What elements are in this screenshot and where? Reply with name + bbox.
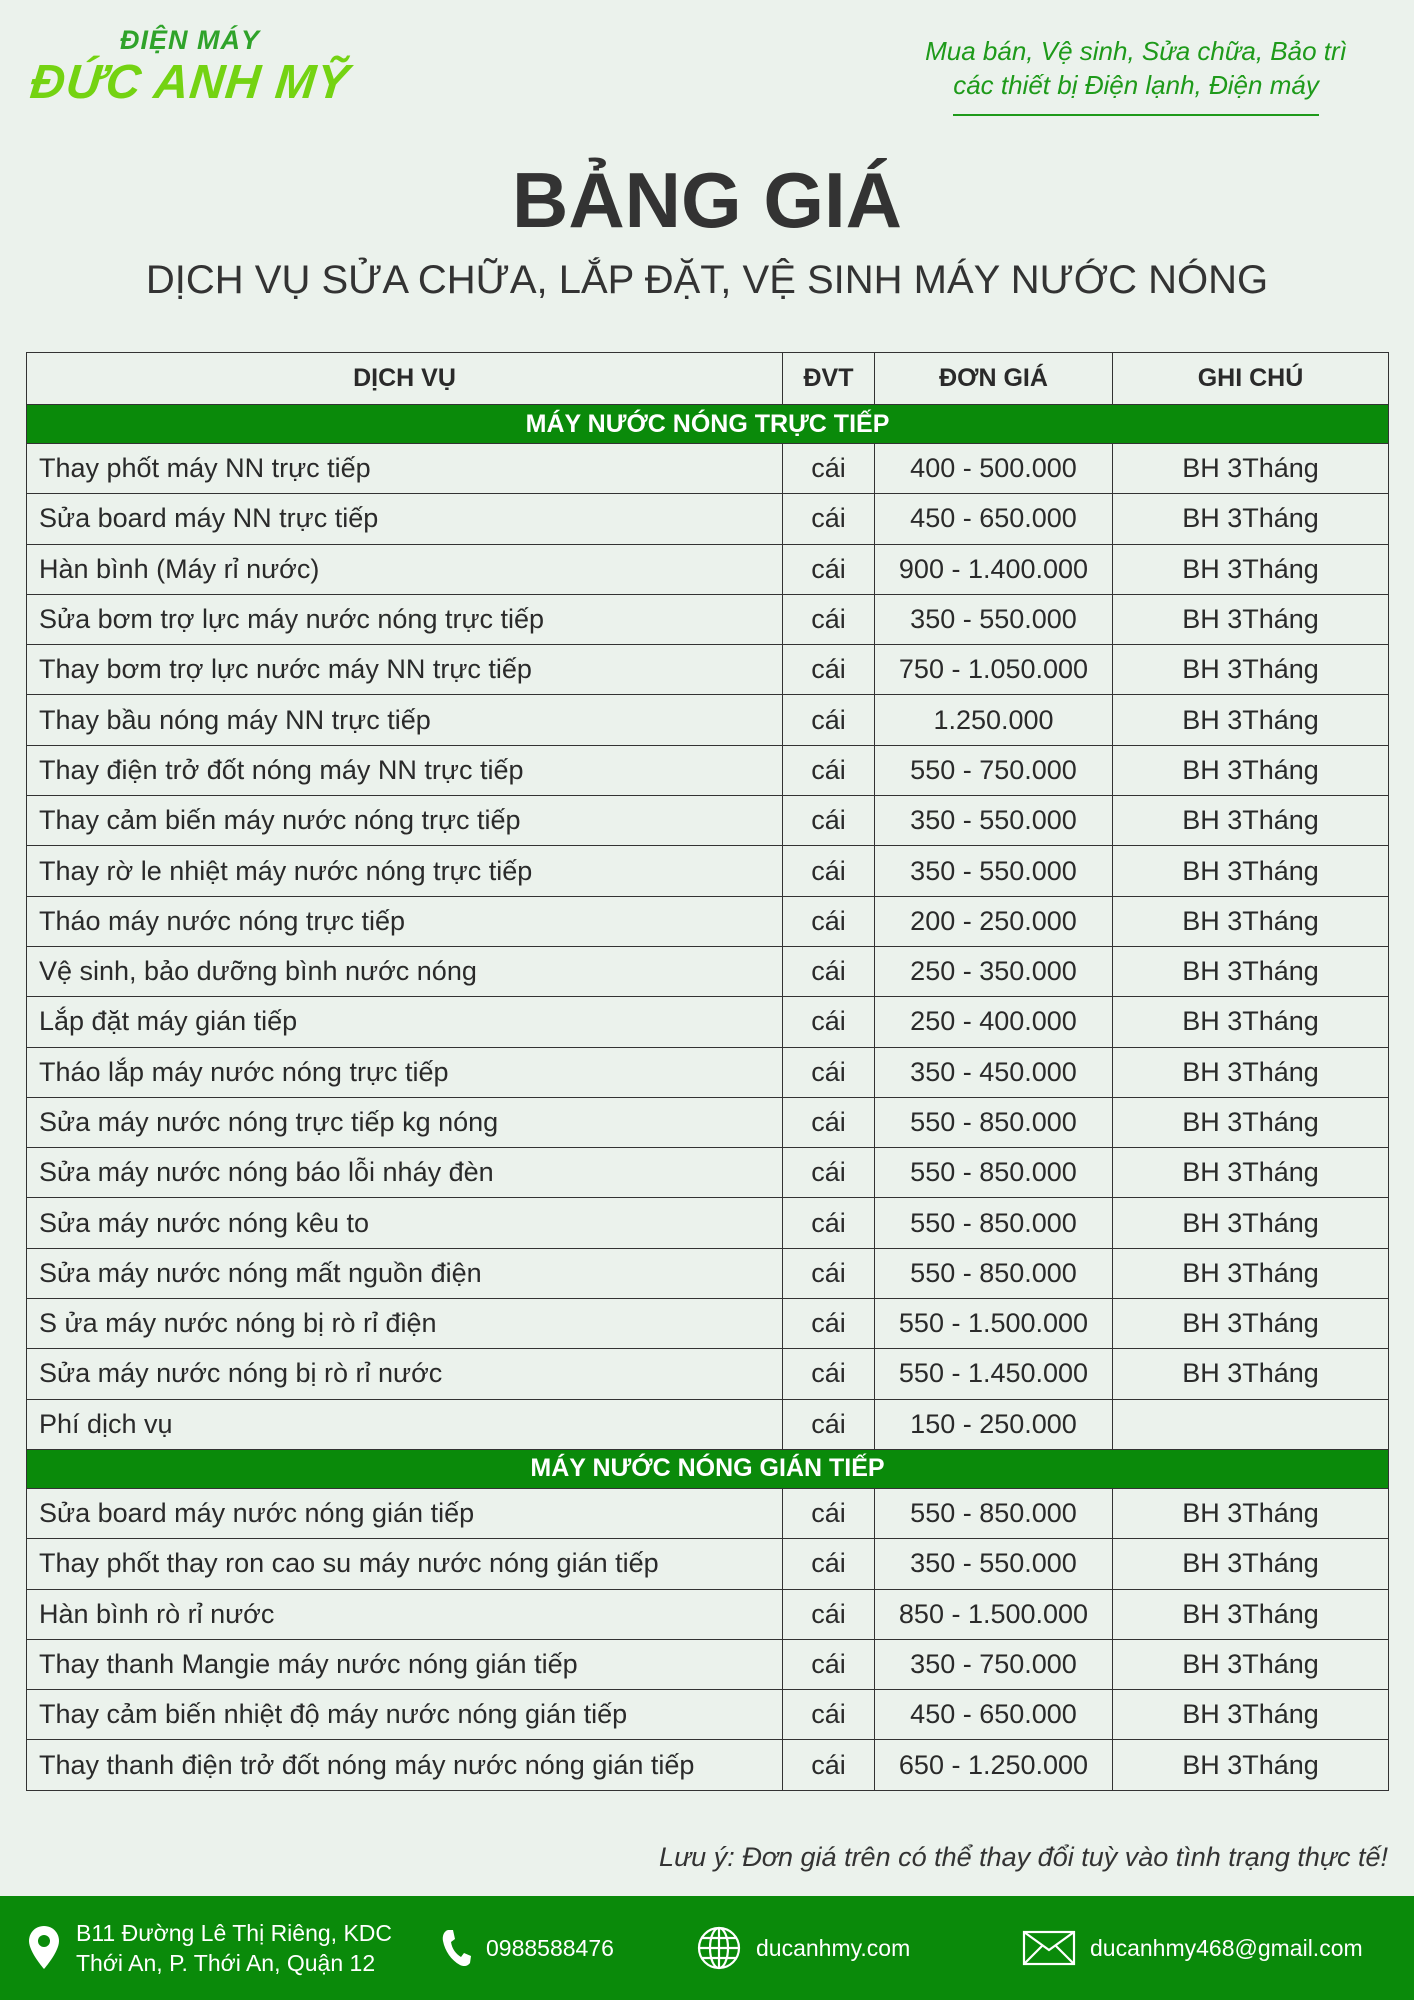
cell-note: BH 3Tháng [1113,846,1389,896]
cell-unit: cái [783,1299,875,1349]
cell-note: BH 3Tháng [1113,645,1389,695]
cell-note: BH 3Tháng [1113,1148,1389,1198]
website-url: ducanhmy.com [756,1934,911,1961]
cell-service: Thay cảm biến máy nước nóng trực tiếp [27,796,783,846]
section-title: MÁY NƯỚC NÓNG GIÁN TIẾP [27,1449,1389,1488]
cell-note: BH 3Tháng [1113,997,1389,1047]
header-service: DỊCH VỤ [27,353,783,405]
cell-note: BH 3Tháng [1113,946,1389,996]
cell-price: 350 - 750.000 [875,1639,1113,1689]
table-row [27,1299,1389,1349]
cell-service: Sửa bơm trợ lực máy nước nóng trực tiếp [27,594,783,644]
cell-unit: cái [783,645,875,695]
table-row [27,494,1389,544]
table-row [27,946,1389,996]
table-row [27,796,1389,846]
table-row [27,594,1389,644]
table-row [27,1349,1389,1399]
section-title: MÁY NƯỚC NÓNG TRỰC TIẾP [27,405,1389,444]
table-row [27,695,1389,745]
cell-service: Tháo lắp máy nước nóng trực tiếp [27,1047,783,1097]
cell-service: Hàn bình (Máy rỉ nước) [27,544,783,594]
header-note: GHI CHÚ [1113,353,1389,405]
cell-service: Sửa máy nước nóng kêu to [27,1198,783,1248]
tagline-underline [953,114,1319,116]
cell-price: 250 - 350.000 [875,946,1113,996]
cell-price: 550 - 750.000 [875,745,1113,795]
cell-service: Thay bầu nóng máy NN trực tiếp [27,695,783,745]
table-row [27,645,1389,695]
cell-service: Sửa máy nước nóng bị rò rỉ nước [27,1349,783,1399]
cell-unit: cái [783,1639,875,1689]
cell-unit: cái [783,1148,875,1198]
cell-price: 750 - 1.050.000 [875,645,1113,695]
table-row [27,544,1389,594]
cell-service: Sửa board máy NN trực tiếp [27,494,783,544]
table-header-row [27,353,1389,405]
cell-note: BH 3Tháng [1113,1488,1389,1538]
cell-service: Thay điện trở đốt nóng máy NN trực tiếp [27,745,783,795]
cell-unit: cái [783,1488,875,1538]
cell-note: BH 3Tháng [1113,444,1389,494]
cell-note: BH 3Tháng [1113,745,1389,795]
cell-note: BH 3Tháng [1113,1690,1389,1740]
cell-unit: cái [783,494,875,544]
cell-service: S ửa máy nước nóng bị rò rỉ điện [27,1299,783,1349]
cell-unit: cái [783,594,875,644]
tagline-line-1: Mua bán, Vệ sinh, Sửa chữa, Bảo trì [925,36,1347,66]
cell-unit: cái [783,1690,875,1740]
table-row [27,1097,1389,1147]
location-pin-icon [26,1924,62,1972]
cell-service: Thay bơm trợ lực nước máy NN trực tiếp [27,645,783,695]
table-row [27,1248,1389,1298]
cell-unit: cái [783,1349,875,1399]
tagline-line-2: các thiết bị Điện lạnh, Điện máy [953,70,1319,100]
footer-website[interactable] [696,1896,910,2000]
cell-note: BH 3Tháng [1113,1248,1389,1298]
cell-price: 550 - 850.000 [875,1097,1113,1147]
table-row [27,846,1389,896]
phone-icon [440,1928,472,1968]
logo-brand-name: ĐỨC ANH MỸ [27,56,353,109]
cell-price: 550 - 850.000 [875,1488,1113,1538]
cell-note: BH 3Tháng [1113,544,1389,594]
cell-service: Sửa máy nước nóng trực tiếp kg nóng [27,1097,783,1147]
cell-price: 550 - 850.000 [875,1148,1113,1198]
cell-price: 450 - 650.000 [875,494,1113,544]
cell-unit: cái [783,1248,875,1298]
cell-service: Sửa máy nước nóng báo lỗi nháy đèn [27,1148,783,1198]
cell-unit: cái [783,1399,875,1449]
cell-unit: cái [783,1539,875,1589]
tagline [876,34,1396,116]
cell-price: 200 - 250.000 [875,896,1113,946]
cell-note [1113,1399,1389,1449]
cell-note: BH 3Tháng [1113,1097,1389,1147]
cell-price: 250 - 400.000 [875,997,1113,1047]
table-row [27,1639,1389,1689]
table-row [27,997,1389,1047]
cell-price: 400 - 500.000 [875,444,1113,494]
cell-unit: cái [783,1740,875,1790]
cell-price: 350 - 550.000 [875,796,1113,846]
phone-number: 0988588476 [486,1934,614,1961]
table-row [27,1399,1389,1449]
cell-price: 350 - 550.000 [875,594,1113,644]
cell-service: Thay cảm biến nhiệt độ máy nước nóng gián tiếp [27,1690,783,1740]
cell-price: 350 - 550.000 [875,1539,1113,1589]
page-subtitle: DỊCH VỤ SỬA CHỮA, LẮP ĐẶT, VỆ SINH MÁY NƯỚC NÓNG [145,258,1269,302]
table-row [27,745,1389,795]
table-row [27,1047,1389,1097]
cell-service: Thay phốt máy NN trực tiếp [27,444,783,494]
price-table [26,352,1389,1791]
table-row [27,896,1389,946]
cell-service: Lắp đặt máy gián tiếp [27,997,783,1047]
cell-service: Sửa máy nước nóng mất nguồn điện [27,1248,783,1298]
cell-service: Thay thanh Mangie máy nước nóng gián tiếp [27,1639,783,1689]
cell-price: 900 - 1.400.000 [875,544,1113,594]
cell-note: BH 3Tháng [1113,494,1389,544]
cell-unit: cái [783,1198,875,1248]
cell-note: BH 3Tháng [1113,1539,1389,1589]
cell-note: BH 3Tháng [1113,1299,1389,1349]
cell-service: Thay phốt thay ron cao su máy nước nóng gián tiếp [27,1539,783,1589]
cell-price: 650 - 1.250.000 [875,1740,1113,1790]
cell-service: Vệ sinh, bảo dưỡng bình nước nóng [27,946,783,996]
price-note: Lưu ý: Đơn giá trên có thể thay đổi tuỳ vào tình trạng thực tế! [659,1842,1388,1872]
cell-price: 350 - 550.000 [875,846,1113,896]
cell-price: 1.250.000 [875,695,1113,745]
section-header-row [27,1449,1389,1488]
cell-unit: cái [783,846,875,896]
cell-unit: cái [783,997,875,1047]
cell-note: BH 3Tháng [1113,1349,1389,1399]
table-row [27,1690,1389,1740]
cell-price: 450 - 650.000 [875,1690,1113,1740]
cell-note: BH 3Tháng [1113,1589,1389,1639]
header-unit: ĐVT [783,353,875,405]
cell-price: 550 - 850.000 [875,1198,1113,1248]
cell-price: 350 - 450.000 [875,1047,1113,1097]
cell-note: BH 3Tháng [1113,1740,1389,1790]
address-line-2: Thới An, P. Thới An, Quận 12 [76,1950,376,1976]
page-title: BẢNG GIÁ [512,156,902,244]
cell-unit: cái [783,444,875,494]
table-row [27,1589,1389,1639]
cell-service: Tháo máy nước nóng trực tiếp [27,896,783,946]
cell-unit: cái [783,544,875,594]
section-header-row [27,405,1389,444]
header-price: ĐƠN GIÁ [875,353,1113,405]
table-row [27,1740,1389,1790]
cell-note: BH 3Tháng [1113,695,1389,745]
cell-price: 150 - 250.000 [875,1399,1113,1449]
cell-note: BH 3Tháng [1113,1639,1389,1689]
mail-icon [1022,1930,1076,1966]
footer-email[interactable] [1022,1896,1363,2000]
cell-price: 850 - 1.500.000 [875,1589,1113,1639]
table-row [27,444,1389,494]
cell-unit: cái [783,896,875,946]
cell-service: Phí dịch vụ [27,1399,783,1449]
logo [20,24,360,110]
cell-note: BH 3Tháng [1113,796,1389,846]
footer-address [26,1896,392,2000]
cell-unit: cái [783,796,875,846]
cell-price: 550 - 1.500.000 [875,1299,1113,1349]
cell-unit: cái [783,695,875,745]
footer [0,1896,1414,2000]
cell-note: BH 3Tháng [1113,594,1389,644]
cell-note: BH 3Tháng [1113,896,1389,946]
logo-top-text: ĐIỆN MÁY [119,25,260,55]
footer-phone[interactable] [440,1896,614,2000]
table-row [27,1148,1389,1198]
cell-service: Hàn bình rò rỉ nước [27,1589,783,1639]
table-row [27,1488,1389,1538]
cell-unit: cái [783,1589,875,1639]
cell-note: BH 3Tháng [1113,1198,1389,1248]
cell-unit: cái [783,1097,875,1147]
cell-unit: cái [783,1047,875,1097]
cell-price: 550 - 850.000 [875,1248,1113,1298]
cell-note: BH 3Tháng [1113,1047,1389,1097]
table-row [27,1198,1389,1248]
email-address: ducanhmy468@gmail.com [1090,1934,1363,1961]
cell-unit: cái [783,745,875,795]
cell-service: Thay thanh điện trở đốt nóng máy nước nóng gián tiếp [27,1740,783,1790]
table-row [27,1539,1389,1589]
address-line-1: B11 Đường Lê Thị Riêng, KDC [76,1920,393,1946]
cell-unit: cái [783,946,875,996]
cell-service: Thay rờ le nhiệt máy nước nóng trực tiếp [27,846,783,896]
cell-service: Sửa board máy nước nóng gián tiếp [27,1488,783,1538]
cell-price: 550 - 1.450.000 [875,1349,1113,1399]
globe-icon [696,1925,742,1971]
